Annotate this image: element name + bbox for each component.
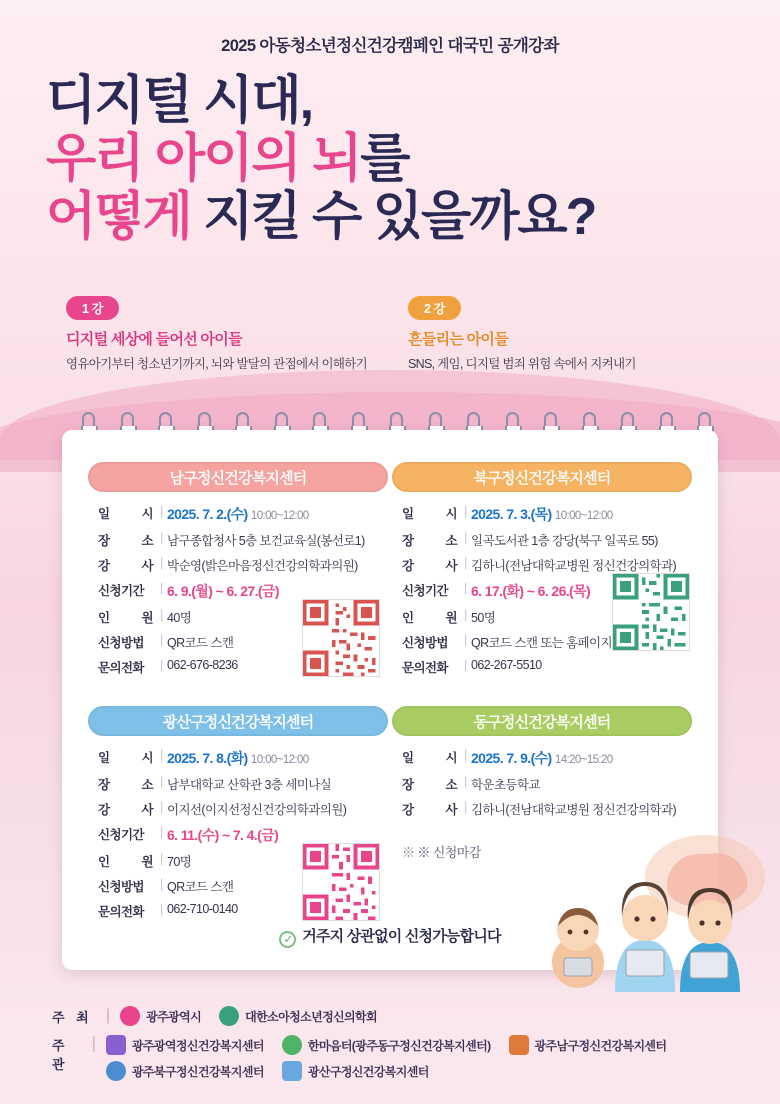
baby-figure <box>552 908 604 988</box>
row-method: 신청방법 | QR코드 스캔 또는 홈페이지 <box>402 633 612 650</box>
row-period: 신청기간 | 6. 11.(수) ~ 7. 4.(금) <box>98 825 279 843</box>
value-time: 14:20~15:20 <box>554 754 613 766</box>
title-line-3-rest: 지킬 수 있을까요? <box>190 188 596 247</box>
label-lecturer: 강 <box>98 559 110 573</box>
center-card-gwangsangu <box>88 706 388 927</box>
value-phone: 062-676-8236 <box>167 658 238 672</box>
value-date: 2025. 7. 2.(수) <box>167 506 248 522</box>
organizer-item-2 <box>282 1035 491 1055</box>
gwangsangu-center-logo-icon <box>282 1061 302 1081</box>
gwangju-city-logo-icon <box>120 1006 140 1026</box>
organizer-row <box>52 1035 728 1087</box>
host-label: 주 최 <box>52 1009 93 1025</box>
namgu-center-logo-icon <box>509 1035 529 1055</box>
value-method: QR코드 스캔 <box>167 636 234 650</box>
value-place: 학운초등학교 <box>471 778 540 792</box>
title-line-3-highlight: 어떻게 <box>46 188 191 247</box>
divider: | <box>91 1035 96 1052</box>
gmhc-logo-icon <box>106 1035 126 1055</box>
qr-code-bukgu[interactable] <box>612 573 690 651</box>
value-date: 2025. 7. 9.(수) <box>471 750 552 766</box>
center-card-namgu <box>88 462 388 683</box>
sponsor-section <box>0 1006 780 1096</box>
center-name-namgu: 남구정신건강복지센터 <box>88 462 388 492</box>
lecture-1-badge: 1 강 <box>66 296 119 320</box>
organizer-item-1-label: 광주광역정신건강복지센터 <box>131 1038 264 1053</box>
lecture-1-title: 디지털 세상에 들어선 아이들 <box>66 331 242 348</box>
value-time: 10:00~12:00 <box>250 754 309 766</box>
value-lecturer: 김하니(전남대학교병원 정신건강의학과) <box>471 559 677 573</box>
title-line-2-rest: 를 <box>360 130 409 189</box>
asterisk-icon: ※ <box>402 845 415 860</box>
mother-figure <box>615 882 675 992</box>
host-row <box>52 1006 728 1026</box>
label-capacity: 인 <box>98 611 110 625</box>
hanmaeumteo-logo-icon <box>282 1035 302 1055</box>
row-place: 장 소 | 남부대학교 산학관 3층 세미나실 <box>98 775 332 792</box>
organizer-item-5-label: 광산구정신건강복지센터 <box>307 1064 429 1079</box>
row-date: 일 시 | 2025. 7. 3.(목) 10:00~12:00 <box>402 504 613 522</box>
title-line-2-highlight: 우리 아이의 뇌 <box>46 130 361 189</box>
lecture-2-desc: SNS, 게임, 디지털 범죄 위험 속에서 지켜내기 <box>408 357 636 371</box>
center-name-bukgu: 북구정신건강복지센터 <box>392 462 692 492</box>
row-capacity: 인 원 | 70명 <box>98 852 192 869</box>
host-item-1 <box>120 1006 201 1026</box>
check-icon: ✓ <box>279 931 296 948</box>
host-item-2 <box>219 1006 377 1026</box>
row-capacity: 인 원 | 50명 <box>402 608 496 625</box>
organizer-item-4 <box>106 1061 264 1081</box>
lecture-1-desc: 영유아기부터 청소년기까지, 뇌와 발달의 관점에서 이해하기 <box>66 357 368 371</box>
value-time: 10:00~12:00 <box>554 510 613 522</box>
academy-logo-icon <box>219 1006 239 1026</box>
title-line-1: 디지털 시대, <box>46 72 313 130</box>
brain-detail <box>667 853 748 907</box>
closed-notice-text: ※ 신청마감 <box>417 845 481 860</box>
row-place: 장 소 | 학운초등학교 <box>402 775 540 792</box>
organizer-item-3-label: 광주남구정신건강복지센터 <box>534 1038 667 1053</box>
value-phone: 062-710-0140 <box>167 902 238 916</box>
value-period: 6. 9.(월) ~ 6. 27.(금) <box>167 583 279 599</box>
row-lecturer: 강 사 | 박순영(밝은마음정신건강의학과의원) <box>98 556 358 573</box>
qr-code-image <box>613 574 689 650</box>
lecture-2-badge: 2 강 <box>408 296 461 320</box>
divider: | <box>106 1007 111 1024</box>
row-period: 신청기간 | 6. 9.(월) ~ 6. 27.(금) <box>98 581 279 599</box>
row-date: 일 시 | 2025. 7. 2.(수) 10:00~12:00 <box>98 504 309 522</box>
value-method: QR코드 스캔 <box>167 880 234 894</box>
lecture-2-title: 흔들리는 아이들 <box>408 331 508 348</box>
label-phone: 문의전화 <box>98 661 144 675</box>
page-title <box>46 72 746 247</box>
notebook-footer-text: 거주지 상관없이 신청가능합니다 <box>302 928 501 945</box>
row-phone: 문의전화 | 062-710-0140 <box>98 902 238 919</box>
row-capacity: 인 원 | 40명 <box>98 608 192 625</box>
value-lecturer: 김하니(전남대학교병원 정신건강의학과) <box>471 803 677 817</box>
value-capacity: 70명 <box>167 855 192 869</box>
center-card-bukgu <box>392 462 692 683</box>
organizer-item-3 <box>509 1035 667 1055</box>
row-lecturer: 강 사 | 김하니(전남대학교병원 정신건강의학과) <box>402 800 677 817</box>
value-date: 2025. 7. 8.(화) <box>167 750 248 766</box>
value-period: 6. 17.(화) ~ 6. 26.(목) <box>471 583 591 599</box>
value-date: 2025. 7. 3.(목) <box>471 506 552 522</box>
value-capacity: 50명 <box>471 611 496 625</box>
host-item-1-label: 광주광역시 <box>146 1009 202 1024</box>
label-place: 장 <box>98 534 110 548</box>
row-place: 장 소 | 일곡도서관 1층 강당(북구 일곡로 55) <box>402 531 658 548</box>
row-phone: 문의전화 | 062-267-5510 <box>402 658 542 675</box>
value-place: 남구종합청사 5층 보건교육실(봉선로1) <box>167 534 365 548</box>
row-lecturer: 강 사 | 이지선(이지선정신건강의학과의원) <box>98 800 347 817</box>
qr-code-gwangsangu[interactable] <box>302 843 380 921</box>
qr-code-namgu[interactable] <box>302 599 380 677</box>
organizer-item-5 <box>282 1061 429 1081</box>
lecture-1 <box>66 296 367 372</box>
center-details-donggu <box>392 748 692 818</box>
row-lecturer: 강 사 | 김하니(전남대학교병원 정신건강의학과) <box>402 556 677 573</box>
label-apply-method: 신청방법 <box>98 636 144 650</box>
child-figure <box>680 888 740 992</box>
row-place: 장 소 | 남구종합청사 5층 보건교육실(봉선로1) <box>98 531 365 548</box>
value-capacity: 40명 <box>167 611 192 625</box>
organizer-item-1 <box>106 1035 264 1055</box>
organizer-label: 주 관 <box>52 1038 69 1072</box>
lecture-2 <box>408 296 636 372</box>
organizer-item-2-label: 한마음터(광주동구정신건강복지센터) <box>307 1038 491 1053</box>
campaign-kicker: 2025 아동청소년정신건강캠페인 대국민 공개강좌 <box>221 37 559 55</box>
value-method: QR코드 스캔 또는 홈페이지 <box>471 636 612 650</box>
qr-code-image <box>303 600 379 676</box>
value-place: 남부대학교 산학관 3층 세미나실 <box>167 778 332 792</box>
row-date: 일 시 | 2025. 7. 9.(수) 14:20~15:20 <box>402 748 613 766</box>
bukgu-center-logo-icon <box>106 1061 126 1081</box>
value-lecturer: 박순영(밝은마음정신건강의학과의원) <box>167 559 358 573</box>
qr-code-image <box>303 844 379 920</box>
family-illustration <box>520 822 770 992</box>
title-line-3 <box>46 188 746 246</box>
row-method: 신청방법 | QR코드 스캔 <box>98 877 234 894</box>
value-lecturer: 이지선(이지선정신건강의학과의원) <box>167 803 347 817</box>
row-phone: 문의전화 | 062-676-8236 <box>98 658 238 675</box>
host-item-2-label: 대한소아청소년정신의학회 <box>245 1009 378 1024</box>
center-name-donggu: 동구정신건강복지센터 <box>392 706 692 736</box>
label-date: 일 <box>98 507 110 521</box>
value-time: 10:00~12:00 <box>250 510 309 522</box>
organizer-items <box>106 1035 728 1087</box>
center-name-gwangsangu: 광산구정신건강복지센터 <box>88 706 388 736</box>
value-place: 일곡도서관 1층 강당(북구 일곡로 55) <box>471 534 658 548</box>
row-method: 신청방법 | QR코드 스캔 <box>98 633 234 650</box>
row-date: 일 시 | 2025. 7. 8.(화) 10:00~12:00 <box>98 748 309 766</box>
row-period: 신청기간 | 6. 17.(화) ~ 6. 26.(목) <box>402 581 591 599</box>
value-phone: 062-267-5510 <box>471 658 542 672</box>
title-line-2 <box>46 130 746 188</box>
label-apply-period: 신청기간 <box>98 584 144 598</box>
value-period: 6. 11.(수) ~ 7. 4.(금) <box>167 827 279 843</box>
organizer-item-4-label: 광주북구정신건강복지센터 <box>131 1064 264 1079</box>
